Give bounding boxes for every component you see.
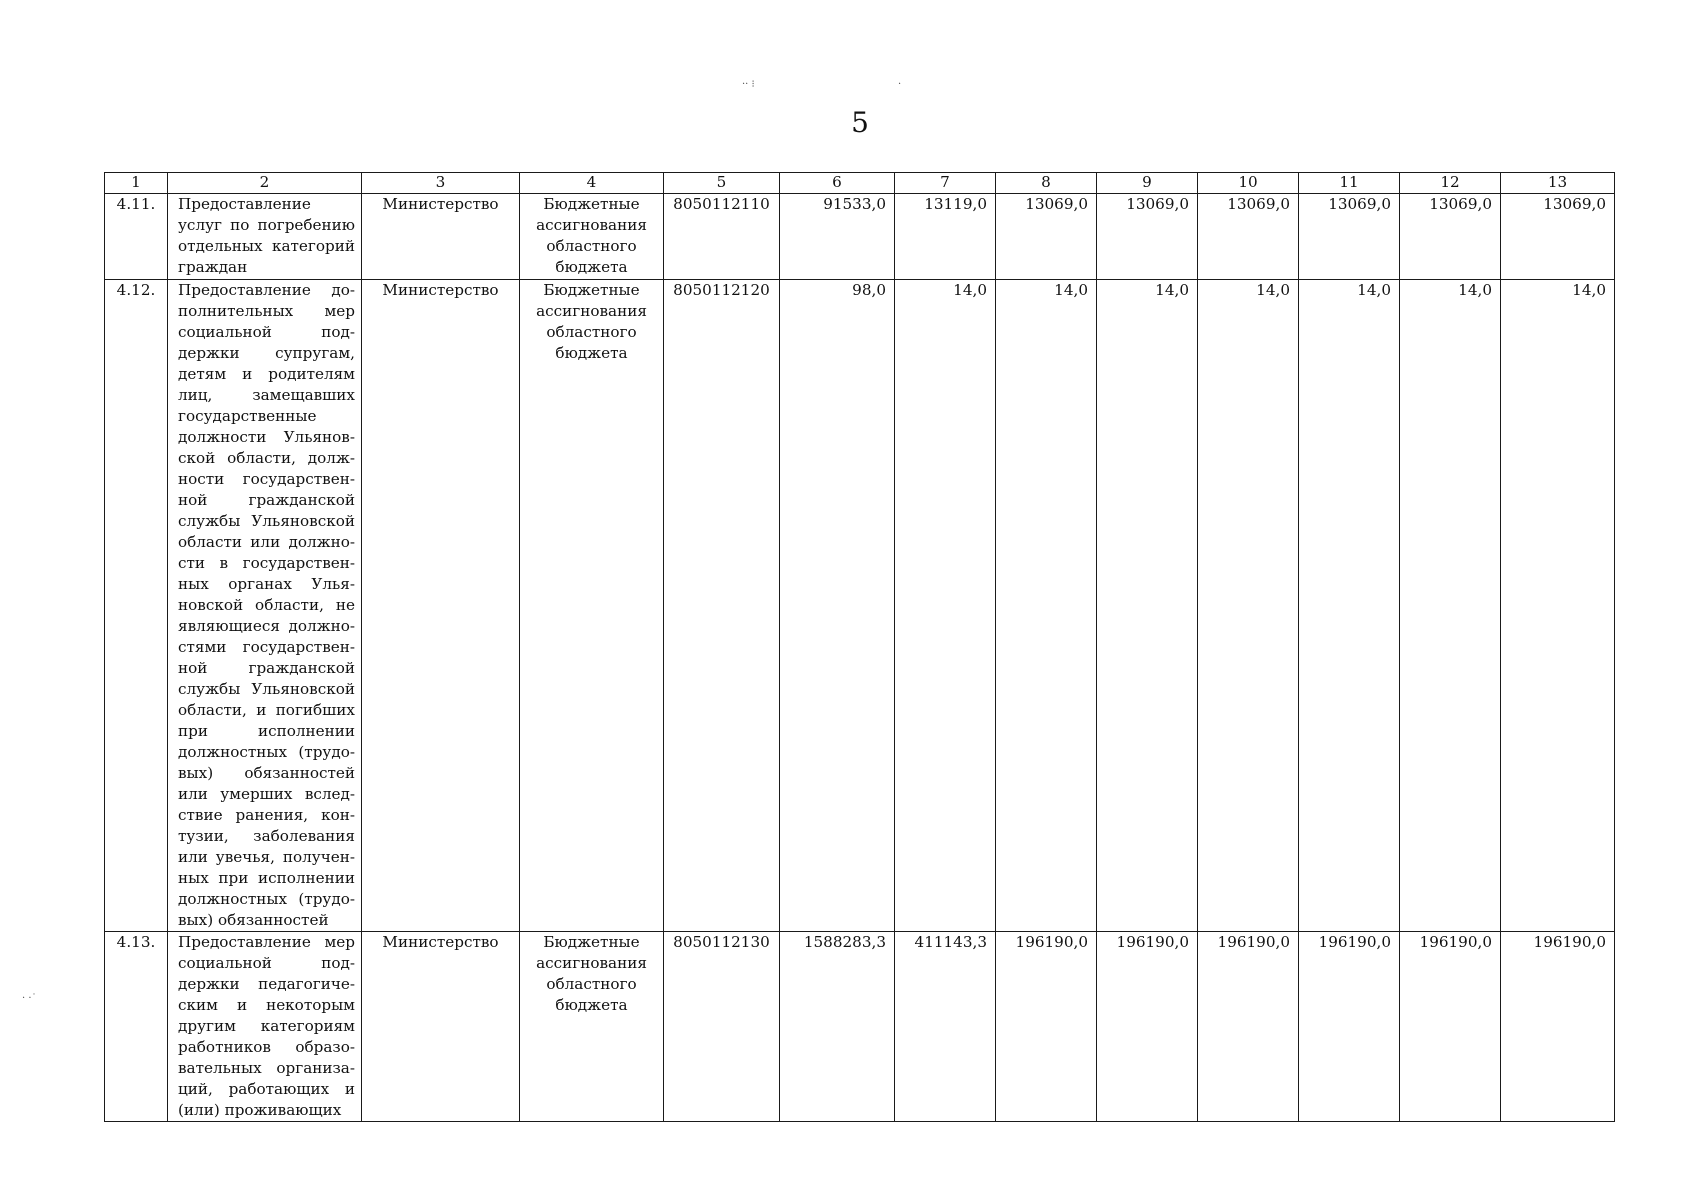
funding-source: Бюджетные ассигнования областного бюджета bbox=[520, 932, 664, 1122]
amount-year: 14,0 bbox=[996, 280, 1097, 932]
executor: Министерство bbox=[362, 932, 520, 1122]
column-number-cell: 8 bbox=[996, 173, 1097, 194]
row-number: 4.12. bbox=[105, 280, 168, 932]
amount-year: 411143,3 bbox=[895, 932, 996, 1122]
column-number-cell: 3 bbox=[362, 173, 520, 194]
amount-year: 13069,0 bbox=[1097, 194, 1198, 280]
measure-name: Предоставление услуг по погребению отдельных категорий граждан bbox=[168, 194, 362, 280]
column-number-cell: 6 bbox=[780, 173, 895, 194]
amount-year: 13069,0 bbox=[1198, 194, 1299, 280]
budget-code: 8050112110 bbox=[664, 194, 780, 280]
table-row bbox=[105, 280, 1615, 932]
column-number-cell: 10 bbox=[1198, 173, 1299, 194]
amount-year: 13069,0 bbox=[1400, 194, 1501, 280]
scan-speck-left: · ·˙ bbox=[22, 993, 37, 1004]
measure-name: Предоставление мер социальной поддержки педагогическим и некоторым другим категориям работников образовательных организаций, работающих и (или) проживающих bbox=[168, 932, 362, 1122]
column-number-cell: 5 bbox=[664, 173, 780, 194]
measure-name: Предоставление дополнительных мер социальной поддержки супругам, детям и родителям лиц, замещавших государственные должности Ульяновской области, должности государственной гражданской службы Ульяновской области или должности в государственных органах Ульяновской области, не являющиеся должностями государственной гражданской службы Ульяновской области, и погибших при исполнении должностных (трудовых) обязанностей или умерших вследствие ранения, контузии, заболевания или увечья, полученных при исполнении должностных (трудовых) обязанностей bbox=[168, 280, 362, 932]
amount-year: 14,0 bbox=[895, 280, 996, 932]
scan-speck-top: ·· ⁝ bbox=[742, 79, 755, 90]
amount-year: 196190,0 bbox=[996, 932, 1097, 1122]
table-row bbox=[105, 194, 1615, 280]
amount-year: 196190,0 bbox=[1400, 932, 1501, 1122]
amount-year: 196190,0 bbox=[1501, 932, 1615, 1122]
amount-year: 14,0 bbox=[1400, 280, 1501, 932]
amount-year: 13119,0 bbox=[895, 194, 996, 280]
amount-year: 14,0 bbox=[1299, 280, 1400, 932]
amount-year: 196190,0 bbox=[1198, 932, 1299, 1122]
funding-source: Бюджетные ассигнования областного бюджета bbox=[520, 280, 664, 932]
column-number-cell: 2 bbox=[168, 173, 362, 194]
amount-year: 14,0 bbox=[1097, 280, 1198, 932]
amount-total: 1588283,3 bbox=[780, 932, 895, 1122]
amount-year: 14,0 bbox=[1198, 280, 1299, 932]
budget-table bbox=[104, 172, 1615, 1122]
column-number-cell: 7 bbox=[895, 173, 996, 194]
column-number-cell: 4 bbox=[520, 173, 664, 194]
column-number-row bbox=[105, 173, 1615, 194]
funding-source: Бюджетные ассигнования областного бюджета bbox=[520, 194, 664, 280]
executor: Министерство bbox=[362, 194, 520, 280]
scan-speck-top-right: · bbox=[898, 79, 902, 90]
amount-total: 98,0 bbox=[780, 280, 895, 932]
budget-code: 8050112120 bbox=[664, 280, 780, 932]
column-number-cell: 11 bbox=[1299, 173, 1400, 194]
column-number-cell: 1 bbox=[105, 173, 168, 194]
row-number: 4.11. bbox=[105, 194, 168, 280]
column-number-cell: 9 bbox=[1097, 173, 1198, 194]
column-number-cell: 12 bbox=[1400, 173, 1501, 194]
budget-code: 8050112130 bbox=[664, 932, 780, 1122]
amount-year: 196190,0 bbox=[1097, 932, 1198, 1122]
page-number: 5 bbox=[851, 106, 869, 139]
column-number-cell: 13 bbox=[1501, 173, 1615, 194]
row-number: 4.13. bbox=[105, 932, 168, 1122]
amount-year: 13069,0 bbox=[1501, 194, 1615, 280]
table-row bbox=[105, 932, 1615, 1122]
amount-year: 196190,0 bbox=[1299, 932, 1400, 1122]
amount-year: 13069,0 bbox=[996, 194, 1097, 280]
amount-year: 14,0 bbox=[1501, 280, 1615, 932]
amount-total: 91533,0 bbox=[780, 194, 895, 280]
executor: Министерство bbox=[362, 280, 520, 932]
amount-year: 13069,0 bbox=[1299, 194, 1400, 280]
